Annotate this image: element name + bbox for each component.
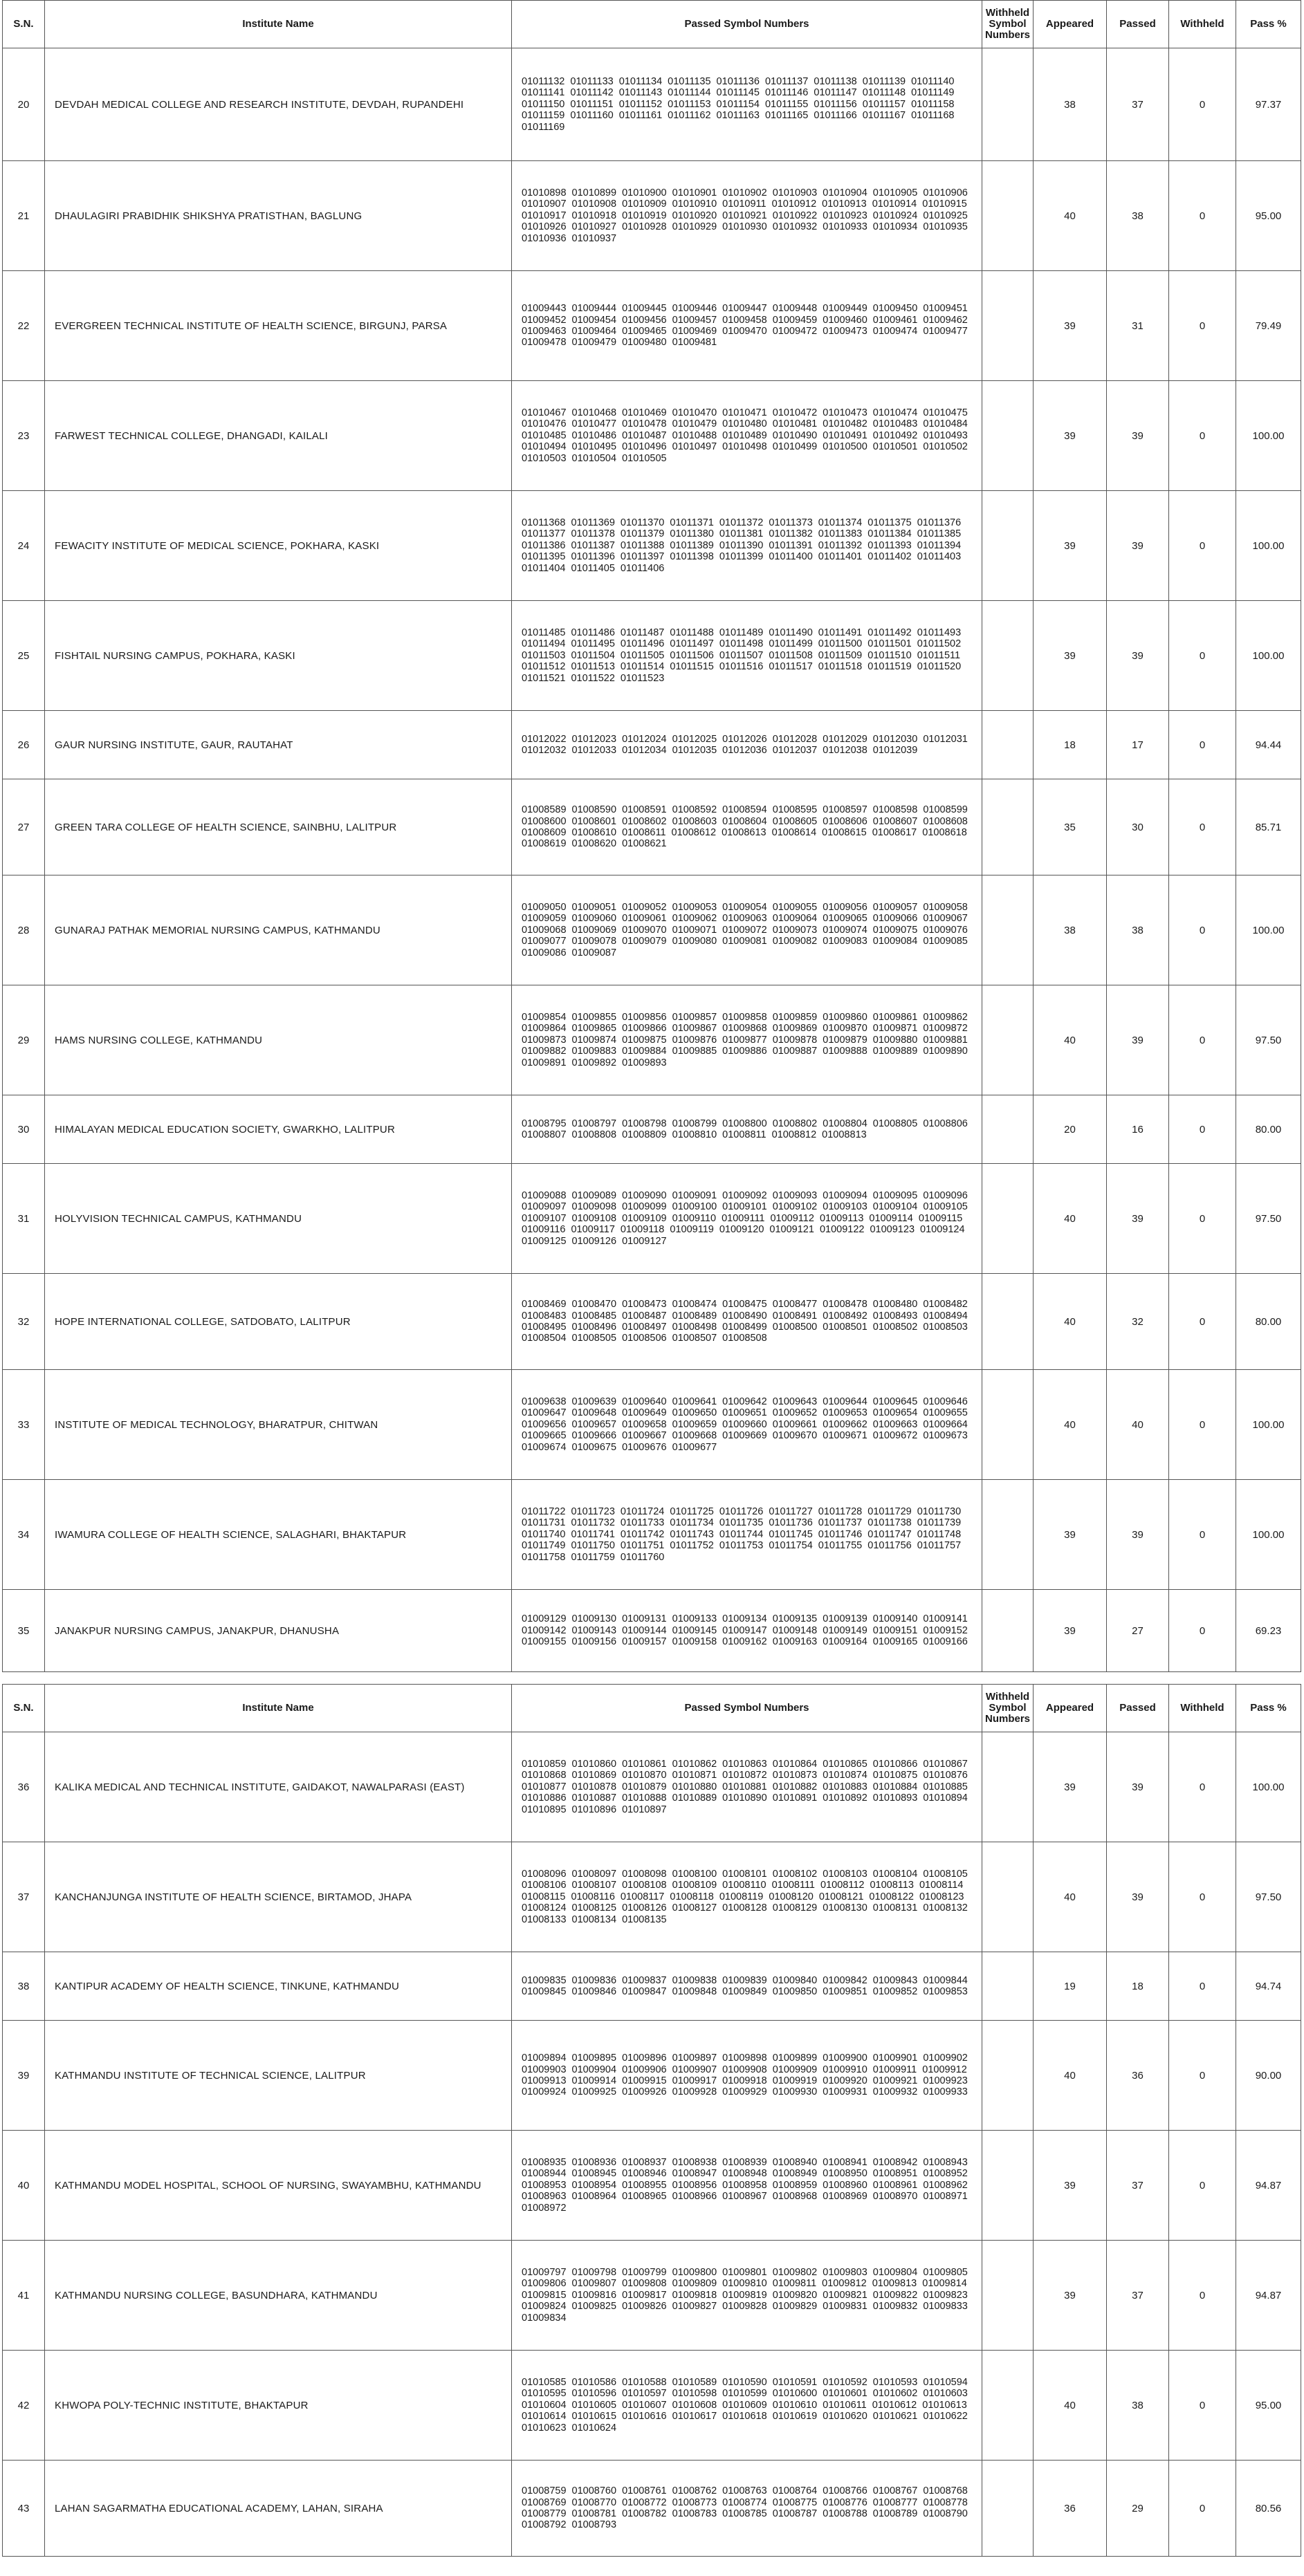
row-sn: 34 [3,1480,45,1590]
passed-symbol-numbers: 01008589 01008590 01008591 01008592 01008594 01008595 01008597 01008598 01008599 01008600 01008601 01008602 01008603 01008604 01008605 01008606 01008607 01008608 01008609 01008610 01008611 01008612 01008613 01008614 01008615 01008617 01008618 01008619 01008620 01008621 [512,779,982,875]
table-header-row [3,1,1301,48]
table-row [3,875,1301,985]
table-row [3,1370,1301,1480]
passed-count: 37 [1107,2131,1169,2241]
passed-count: 39 [1107,1842,1169,1952]
withheld-symbol-numbers [982,1590,1034,1672]
withheld-symbol-numbers [982,491,1034,601]
appeared-count: 19 [1034,1952,1107,2021]
pass-percent: 100.00 [1236,1370,1301,1480]
header-institute-name: Institute Name [45,1685,512,1732]
appeared-count: 35 [1034,779,1107,875]
pass-percent: 97.50 [1236,1164,1301,1274]
row-sn: 41 [3,2241,45,2351]
appeared-count: 18 [1034,711,1107,779]
header-passed: Passed [1107,1685,1169,1732]
table-row [3,1732,1301,1842]
institute-name: HAMS NURSING COLLEGE, KATHMANDU [45,985,512,1095]
withheld-count: 0 [1169,2461,1236,2557]
pass-percent: 80.00 [1236,1095,1301,1164]
withheld-symbol-numbers [982,2131,1034,2241]
pass-percent: 85.71 [1236,779,1301,875]
pass-percent: 94.74 [1236,1952,1301,2021]
passed-symbol-numbers: 01008469 01008470 01008473 01008474 01008475 01008477 01008478 01008480 01008482 01008483 01008485 01008487 01008489 01008490 01008491 01008492 01008493 01008494 01008495 01008496 01008497 01008498 01008499 01008500 01008501 01008502 01008503 01008504 01008505 01008506 01008507 01008508 [512,1274,982,1370]
row-sn: 32 [3,1274,45,1370]
header-pass-percent: Pass % [1236,1,1301,48]
institute-name: EVERGREEN TECHNICAL INSTITUTE OF HEALTH SCIENCE, BIRGUNJ, PARSA [45,271,512,381]
withheld-count: 0 [1169,48,1236,161]
passed-count: 39 [1107,491,1169,601]
pass-percent: 97.50 [1236,985,1301,1095]
header-withheld: Withheld [1169,1685,1236,1732]
passed-symbol-numbers: 01009854 01009855 01009856 01009857 01009858 01009859 01009860 01009861 01009862 01009864 01009865 01009866 01009867 01009868 01009869 01009870 01009871 01009872 01009873 01009874 01009875 01009876 01009877 01009878 01009879 01009880 01009881 01009882 01009883 01009884 01009885 01009886 01009887 01009888 01009889 01009890 01009891 01009892 01009893 [512,985,982,1095]
withheld-symbol-numbers [982,601,1034,711]
institute-name: DEVDAH MEDICAL COLLEGE AND RESEARCH INSTITUTE, DEVDAH, RUPANDEHI [45,48,512,161]
withheld-symbol-numbers [982,1164,1034,1274]
passed-symbol-numbers: 01010467 01010468 01010469 01010470 01010471 01010472 01010473 01010474 01010475 01010476 01010477 01010478 01010479 01010480 01010481 01010482 01010483 01010484 01010485 01010486 01010487 01010488 01010489 01010490 01010491 01010492 01010493 01010494 01010495 01010496 01010497 01010498 01010499 01010500 01010501 01010502 01010503 01010504 01010505 [512,381,982,491]
institute-name: JANAKPUR NURSING CAMPUS, JANAKPUR, DHANUSHA [45,1590,512,1672]
passed-symbol-numbers: 01008935 01008936 01008937 01008938 01008939 01008940 01008941 01008942 01008943 01008944 01008945 01008946 01008947 01008948 01008949 01008950 01008951 01008952 01008953 01008954 01008955 01008956 01008958 01008959 01008960 01008961 01008962 01008963 01008964 01008965 01008966 01008967 01008968 01008969 01008970 01008971 01008972 [512,2131,982,2241]
header-passed-symbol-numbers: Passed Symbol Numbers [512,1,982,48]
appeared-count: 39 [1034,1480,1107,1590]
institute-name: HOPE INTERNATIONAL COLLEGE, SATDOBATO, LALITPUR [45,1274,512,1370]
appeared-count: 39 [1034,1590,1107,1672]
passed-count: 31 [1107,271,1169,381]
table-row [3,271,1301,381]
institute-name: LAHAN SAGARMATHA EDUCATIONAL ACADEMY, LAHAN, SIRAHA [45,2461,512,2557]
pass-percent: 95.00 [1236,161,1301,271]
institute-name: GUNARAJ PATHAK MEMORIAL NURSING CAMPUS, KATHMANDU [45,875,512,985]
withheld-count: 0 [1169,1095,1236,1164]
appeared-count: 39 [1034,2241,1107,2351]
passed-count: 38 [1107,161,1169,271]
withheld-count: 0 [1169,271,1236,381]
header-pass-percent: Pass % [1236,1685,1301,1732]
passed-count: 38 [1107,875,1169,985]
results-table-part-1 [2,0,1301,1672]
withheld-symbol-numbers [982,1274,1034,1370]
passed-symbol-numbers: 01011368 01011369 01011370 01011371 01011372 01011373 01011374 01011375 01011376 01011377 01011378 01011379 01011380 01011381 01011382 01011383 01011384 01011385 01011386 01011387 01011388 01011389 01011390 01011391 01011392 01011393 01011394 01011395 01011396 01011397 01011398 01011399 01011400 01011401 01011402 01011403 01011404 01011405 01011406 [512,491,982,601]
passed-symbol-numbers: 01011722 01011723 01011724 01011725 01011726 01011727 01011728 01011729 01011730 01011731 01011732 01011733 01011734 01011735 01011736 01011737 01011738 01011739 01011740 01011741 01011742 01011743 01011744 01011745 01011746 01011747 01011748 01011749 01011750 01011751 01011752 01011753 01011754 01011755 01011756 01011757 01011758 01011759 01011760 [512,1480,982,1590]
institute-name: FISHTAIL NURSING CAMPUS, POKHARA, KASKI [45,601,512,711]
results-table-part-2 [2,1684,1301,2557]
institute-name: KATHMANDU INSTITUTE OF TECHNICAL SCIENCE, LALITPUR [45,2021,512,2131]
passed-symbol-numbers: 01010859 01010860 01010861 01010862 01010863 01010864 01010865 01010866 01010867 01010868 01010869 01010870 01010871 01010872 01010873 01010874 01010875 01010876 01010877 01010878 01010879 01010880 01010881 01010882 01010883 01010884 01010885 01010886 01010887 01010888 01010889 01010890 01010891 01010892 01010893 01010894 01010895 01010896 01010897 [512,1732,982,1842]
row-sn: 39 [3,2021,45,2131]
table-row [3,1274,1301,1370]
row-sn: 30 [3,1095,45,1164]
passed-symbol-numbers: 01009835 01009836 01009837 01009838 01009839 01009840 01009842 01009843 01009844 01009845 01009846 01009847 01009848 01009849 01009850 01009851 01009852 01009853 [512,1952,982,2021]
appeared-count: 39 [1034,1732,1107,1842]
withheld-symbol-numbers [982,48,1034,161]
withheld-count: 0 [1169,1952,1236,2021]
withheld-symbol-numbers [982,2241,1034,2351]
pass-percent: 90.00 [1236,2021,1301,2131]
passed-count: 16 [1107,1095,1169,1164]
withheld-symbol-numbers [982,985,1034,1095]
appeared-count: 38 [1034,875,1107,985]
passed-count: 39 [1107,381,1169,491]
table-row [3,711,1301,779]
withheld-symbol-numbers [982,1370,1034,1480]
passed-symbol-numbers: 01011132 01011133 01011134 01011135 01011136 01011137 01011138 01011139 01011140 01011141 01011142 01011143 01011144 01011145 01011146 01011147 01011148 01011149 01011150 01011151 01011152 01011153 01011154 01011155 01011156 01011157 01011158 01011159 01011160 01011161 01011162 01011163 01011165 01011166 01011167 01011168 01011169 [512,48,982,161]
withheld-count: 0 [1169,161,1236,271]
pass-percent: 100.00 [1236,601,1301,711]
passed-count: 32 [1107,1274,1169,1370]
passed-count: 39 [1107,985,1169,1095]
withheld-symbol-numbers [982,875,1034,985]
appeared-count: 39 [1034,2131,1107,2241]
row-sn: 36 [3,1732,45,1842]
passed-symbol-numbers: 01008759 01008760 01008761 01008762 01008763 01008764 01008766 01008767 01008768 01008769 01008770 01008772 01008773 01008774 01008775 01008776 01008777 01008778 01008779 01008781 01008782 01008783 01008785 01008787 01008788 01008789 01008790 01008792 01008793 [512,2461,982,2557]
appeared-count: 40 [1034,1274,1107,1370]
withheld-symbol-numbers [982,711,1034,779]
institute-name: INSTITUTE OF MEDICAL TECHNOLOGY, BHARATPUR, CHITWAN [45,1370,512,1480]
table-row [3,2241,1301,2351]
table-row [3,2021,1301,2131]
passed-count: 29 [1107,2461,1169,2557]
table-row [3,779,1301,875]
withheld-symbol-numbers [982,1095,1034,1164]
header-withheld-symbol-numbers: Withheld Symbol Numbers [982,1685,1034,1732]
passed-count: 17 [1107,711,1169,779]
table-row [3,48,1301,161]
row-sn: 35 [3,1590,45,1672]
appeared-count: 40 [1034,1842,1107,1952]
header-institute-name: Institute Name [45,1,512,48]
passed-count: 18 [1107,1952,1169,2021]
pass-percent: 69.23 [1236,1590,1301,1672]
institute-name: GAUR NURSING INSTITUTE, GAUR, RAUTAHAT [45,711,512,779]
appeared-count: 40 [1034,1164,1107,1274]
withheld-count: 0 [1169,491,1236,601]
withheld-symbol-numbers [982,2351,1034,2461]
header-sn: S.N. [3,1685,45,1732]
appeared-count: 36 [1034,2461,1107,2557]
withheld-symbol-numbers [982,779,1034,875]
institute-name: KALIKA MEDICAL AND TECHNICAL INSTITUTE, GAIDAKOT, NAWALPARASI (EAST) [45,1732,512,1842]
withheld-symbol-numbers [982,271,1034,381]
appeared-count: 39 [1034,601,1107,711]
table-row [3,381,1301,491]
pass-percent: 79.49 [1236,271,1301,381]
table-row [3,601,1301,711]
passed-count: 36 [1107,2021,1169,2131]
institute-name: IWAMURA COLLEGE OF HEALTH SCIENCE, SALAGHARI, BHAKTAPUR [45,1480,512,1590]
withheld-count: 0 [1169,1480,1236,1590]
institute-name: FARWEST TECHNICAL COLLEGE, DHANGADI, KAILALI [45,381,512,491]
appeared-count: 39 [1034,491,1107,601]
table-row [3,491,1301,601]
institute-name: KANTIPUR ACADEMY OF HEALTH SCIENCE, TINKUNE, KATHMANDU [45,1952,512,2021]
row-sn: 24 [3,491,45,601]
withheld-symbol-numbers [982,1732,1034,1842]
withheld-symbol-numbers [982,1480,1034,1590]
appeared-count: 39 [1034,381,1107,491]
row-sn: 37 [3,1842,45,1952]
pass-percent: 94.87 [1236,2241,1301,2351]
appeared-count: 40 [1034,161,1107,271]
header-passed: Passed [1107,1,1169,48]
institute-name: KANCHANJUNGA INSTITUTE OF HEALTH SCIENCE, BIRTAMOD, JHAPA [45,1842,512,1952]
withheld-count: 0 [1169,2021,1236,2131]
passed-count: 37 [1107,2241,1169,2351]
appeared-count: 39 [1034,271,1107,381]
row-sn: 23 [3,381,45,491]
passed-count: 39 [1107,1732,1169,1842]
institute-name: KATHMANDU NURSING COLLEGE, BASUNDHARA, KATHMANDU [45,2241,512,2351]
pass-percent: 97.50 [1236,1842,1301,1952]
passed-symbol-numbers: 01009894 01009895 01009896 01009897 01009898 01009899 01009900 01009901 01009902 01009903 01009904 01009906 01009907 01009908 01009909 01009910 01009911 01009912 01009913 01009914 01009915 01009917 01009918 01009919 01009920 01009921 01009923 01009924 01009925 01009926 01009928 01009929 01009930 01009931 01009932 01009933 [512,2021,982,2131]
passed-symbol-numbers: 01008795 01008797 01008798 01008799 01008800 01008802 01008804 01008805 01008806 01008807 01008808 01008809 01008810 01008811 01008812 01008813 [512,1095,982,1164]
pass-percent: 100.00 [1236,1732,1301,1842]
row-sn: 25 [3,601,45,711]
pass-percent: 94.44 [1236,711,1301,779]
table-row [3,985,1301,1095]
row-sn: 43 [3,2461,45,2557]
table-body-part-2 [3,1732,1301,2557]
passed-symbol-numbers: 01008096 01008097 01008098 01008100 01008101 01008102 01008103 01008104 01008105 01008106 01008107 01008108 01008109 01008110 01008111 01008112 01008113 01008114 01008115 01008116 01008117 01008118 01008119 01008120 01008121 01008122 01008123 01008124 01008125 01008126 01008127 01008128 01008129 01008130 01008131 01008132 01008133 01008134 01008135 [512,1842,982,1952]
appeared-count: 40 [1034,985,1107,1095]
passed-symbol-numbers: 01009129 01009130 01009131 01009133 01009134 01009135 01009139 01009140 01009141 01009142 01009143 01009144 01009145 01009147 01009148 01009149 01009151 01009152 01009155 01009156 01009157 01009158 01009162 01009163 01009164 01009165 01009166 [512,1590,982,1672]
appeared-count: 40 [1034,1370,1107,1480]
table-row [3,1952,1301,2021]
header-withheld-symbol-numbers: Withheld Symbol Numbers [982,1,1034,48]
pass-percent: 100.00 [1236,491,1301,601]
passed-symbol-numbers: 01009797 01009798 01009799 01009800 01009801 01009802 01009803 01009804 01009805 01009806 01009807 01009808 01009809 01009810 01009811 01009812 01009813 01009814 01009815 01009816 01009817 01009818 01009819 01009820 01009821 01009822 01009823 01009824 01009825 01009826 01009827 01009828 01009829 01009831 01009832 01009833 01009834 [512,2241,982,2351]
passed-symbol-numbers: 01009443 01009444 01009445 01009446 01009447 01009448 01009449 01009450 01009451 01009452 01009454 01009456 01009457 01009458 01009459 01009460 01009461 01009462 01009463 01009464 01009465 01009469 01009470 01009472 01009473 01009474 01009477 01009478 01009479 01009480 01009481 [512,271,982,381]
appeared-count: 38 [1034,48,1107,161]
withheld-symbol-numbers [982,2021,1034,2131]
table-row [3,1590,1301,1672]
table-row [3,2461,1301,2557]
pass-percent: 100.00 [1236,875,1301,985]
institute-name: GREEN TARA COLLEGE OF HEALTH SCIENCE, SAINBHU, LALITPUR [45,779,512,875]
withheld-count: 0 [1169,985,1236,1095]
withheld-count: 0 [1169,1590,1236,1672]
pass-percent: 94.87 [1236,2131,1301,2241]
table-row [3,2131,1301,2241]
withheld-count: 0 [1169,1164,1236,1274]
passed-count: 39 [1107,1480,1169,1590]
passed-symbol-numbers: 01009088 01009089 01009090 01009091 01009092 01009093 01009094 01009095 01009096 01009097 01009098 01009099 01009100 01009101 01009102 01009103 01009104 01009105 01009107 01009108 01009109 01009110 01009111 01009112 01009113 01009114 01009115 01009116 01009117 01009118 01009119 01009120 01009121 01009122 01009123 01009124 01009125 01009126 01009127 [512,1164,982,1274]
institute-name: KATHMANDU MODEL HOSPITAL, SCHOOL OF NURSING, SWAYAMBHU, KATHMANDU [45,2131,512,2241]
table-row [3,2351,1301,2461]
institute-name: FEWACITY INSTITUTE OF MEDICAL SCIENCE, POKHARA, KASKI [45,491,512,601]
pass-percent: 95.00 [1236,2351,1301,2461]
header-appeared: Appeared [1034,1685,1107,1732]
pass-percent: 80.00 [1236,1274,1301,1370]
pass-percent: 100.00 [1236,381,1301,491]
row-sn: 40 [3,2131,45,2241]
withheld-count: 0 [1169,711,1236,779]
row-sn: 26 [3,711,45,779]
institute-name: KHWOPA POLY-TECHNIC INSTITUTE, BHAKTAPUR [45,2351,512,2461]
withheld-symbol-numbers [982,2461,1034,2557]
passed-symbol-numbers: 01010898 01010899 01010900 01010901 01010902 01010903 01010904 01010905 01010906 01010907 01010908 01010909 01010910 01010911 01010912 01010913 01010914 01010915 01010917 01010918 01010919 01010920 01010921 01010922 01010923 01010924 01010925 01010926 01010927 01010928 01010929 01010930 01010932 01010933 01010934 01010935 01010936 01010937 [512,161,982,271]
row-sn: 27 [3,779,45,875]
passed-count: 37 [1107,48,1169,161]
withheld-count: 0 [1169,1370,1236,1480]
pass-percent: 80.56 [1236,2461,1301,2557]
withheld-symbol-numbers [982,1842,1034,1952]
passed-symbol-numbers: 01011485 01011486 01011487 01011488 01011489 01011490 01011491 01011492 01011493 01011494 01011495 01011496 01011497 01011498 01011499 01011500 01011501 01011502 01011503 01011504 01011505 01011506 01011507 01011508 01011509 01011510 01011511 01011512 01011513 01011514 01011515 01011516 01011517 01011518 01011519 01011520 01011521 01011522 01011523 [512,601,982,711]
withheld-count: 0 [1169,1274,1236,1370]
withheld-count: 0 [1169,381,1236,491]
passed-count: 38 [1107,2351,1169,2461]
passed-symbol-numbers: 01009050 01009051 01009052 01009053 01009054 01009055 01009056 01009057 01009058 01009059 01009060 01009061 01009062 01009063 01009064 01009065 01009066 01009067 01009068 01009069 01009070 01009071 01009072 01009073 01009074 01009075 01009076 01009077 01009078 01009079 01009080 01009081 01009082 01009083 01009084 01009085 01009086 01009087 [512,875,982,985]
passed-count: 39 [1107,1164,1169,1274]
table-row [3,1480,1301,1590]
header-passed-symbol-numbers: Passed Symbol Numbers [512,1685,982,1732]
row-sn: 31 [3,1164,45,1274]
appeared-count: 40 [1034,2351,1107,2461]
withheld-count: 0 [1169,2241,1236,2351]
passed-count: 40 [1107,1370,1169,1480]
table-row [3,1164,1301,1274]
passed-count: 39 [1107,601,1169,711]
row-sn: 42 [3,2351,45,2461]
table-row [3,1842,1301,1952]
table-row [3,1095,1301,1164]
withheld-count: 0 [1169,2351,1236,2461]
header-withheld: Withheld [1169,1,1236,48]
passed-symbol-numbers: 01012022 01012023 01012024 01012025 01012026 01012028 01012029 01012030 01012031 01012032 01012033 01012034 01012035 01012036 01012037 01012038 01012039 [512,711,982,779]
row-sn: 38 [3,1952,45,2021]
withheld-count: 0 [1169,2131,1236,2241]
withheld-count: 0 [1169,779,1236,875]
institute-name: HIMALAYAN MEDICAL EDUCATION SOCIETY, GWARKHO, LALITPUR [45,1095,512,1164]
withheld-symbol-numbers [982,381,1034,491]
institute-name: HOLYVISION TECHNICAL CAMPUS, KATHMANDU [45,1164,512,1274]
row-sn: 33 [3,1370,45,1480]
table-row [3,161,1301,271]
withheld-count: 0 [1169,601,1236,711]
row-sn: 22 [3,271,45,381]
header-sn: S.N. [3,1,45,48]
institute-name: DHAULAGIRI PRABIDHIK SHIKSHYA PRATISTHAN, BAGLUNG [45,161,512,271]
passed-count: 27 [1107,1590,1169,1672]
table-body-part-1 [3,48,1301,1672]
withheld-count: 0 [1169,1732,1236,1842]
header-appeared: Appeared [1034,1,1107,48]
pass-percent: 100.00 [1236,1480,1301,1590]
passed-symbol-numbers: 01010585 01010586 01010588 01010589 01010590 01010591 01010592 01010593 01010594 01010595 01010596 01010597 01010598 01010599 01010600 01010601 01010602 01010603 01010604 01010605 01010607 01010608 01010609 01010610 01010611 01010612 01010613 01010614 01010615 01010616 01010617 01010618 01010619 01010620 01010621 01010622 01010623 01010624 [512,2351,982,2461]
passed-symbol-numbers: 01009638 01009639 01009640 01009641 01009642 01009643 01009644 01009645 01009646 01009647 01009648 01009649 01009650 01009651 01009652 01009653 01009654 01009655 01009656 01009657 01009658 01009659 01009660 01009661 01009662 01009663 01009664 01009665 01009666 01009667 01009668 01009669 01009670 01009671 01009672 01009673 01009674 01009675 01009676 01009677 [512,1370,982,1480]
withheld-symbol-numbers [982,161,1034,271]
withheld-count: 0 [1169,1842,1236,1952]
row-sn: 21 [3,161,45,271]
table-header-row [3,1685,1301,1732]
withheld-count: 0 [1169,875,1236,985]
row-sn: 29 [3,985,45,1095]
appeared-count: 40 [1034,2021,1107,2131]
pass-percent: 97.37 [1236,48,1301,161]
row-sn: 28 [3,875,45,985]
appeared-count: 20 [1034,1095,1107,1164]
row-sn: 20 [3,48,45,161]
passed-count: 30 [1107,779,1169,875]
withheld-symbol-numbers [982,1952,1034,2021]
